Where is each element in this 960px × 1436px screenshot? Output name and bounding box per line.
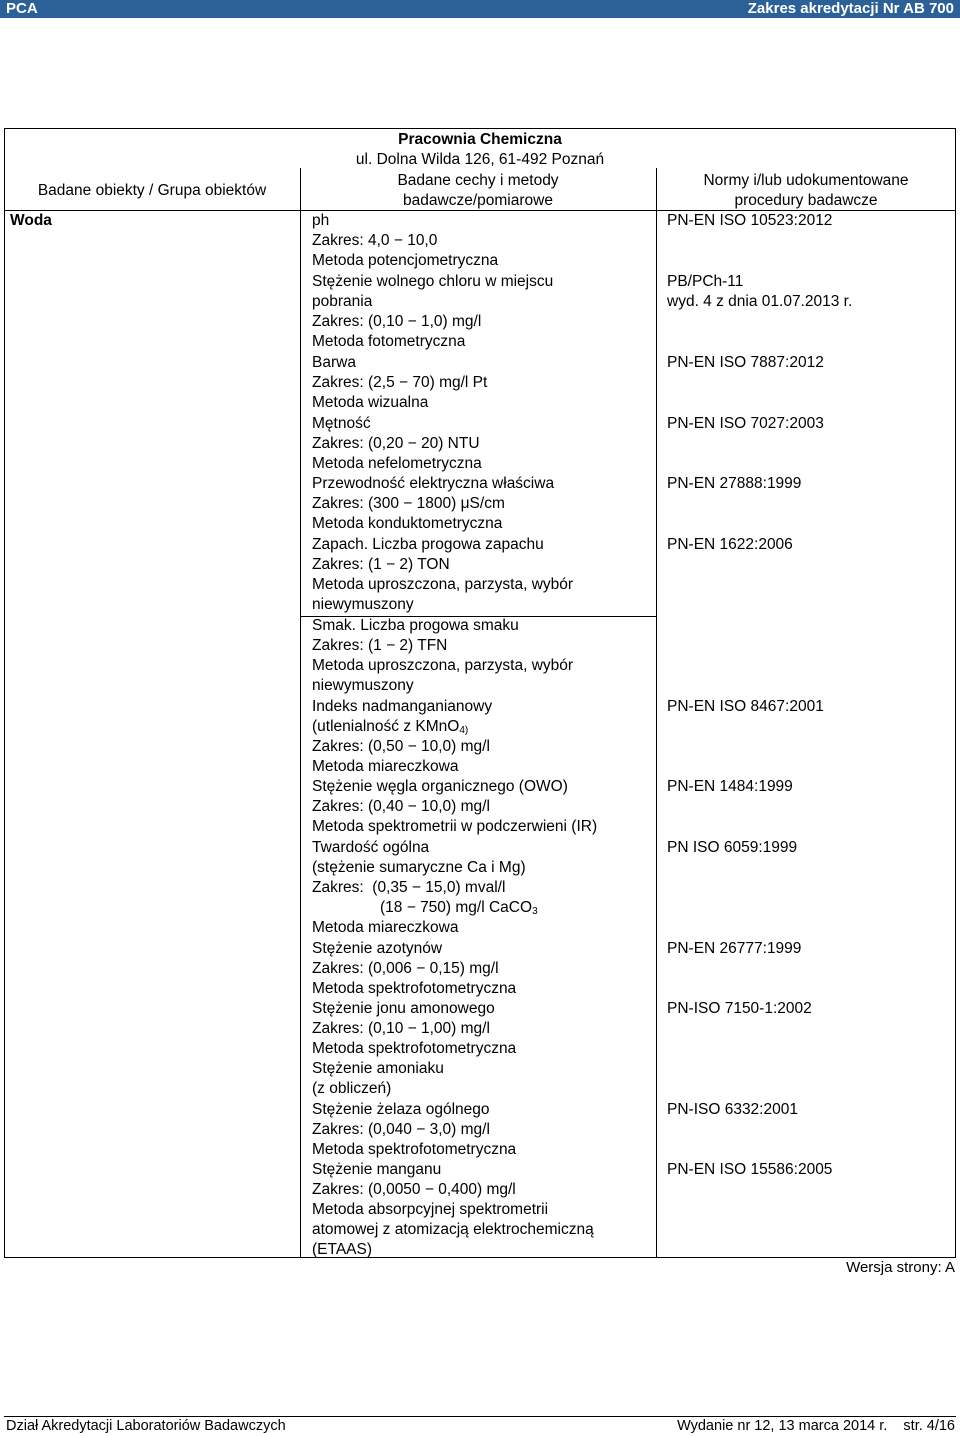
feature-range: Zakres: (0,040 − 3,0) mg/l [312,1121,490,1138]
feature-method: Metoda spektrofotometryczna [312,1040,517,1057]
norm-text: PN-EN ISO 8467:2001 [667,698,824,715]
feature-text: Stężenie węgla organicznego (OWO) [312,778,568,795]
feature-range: Zakres: (0,10 − 1,00) mg/l [312,1020,490,1037]
norm-text: PN-EN 26777:1999 [667,940,802,957]
feature-text: pobrania [312,293,373,310]
norm-text: PN-ISO 6332:2001 [667,1101,798,1118]
object-name: Woda [10,212,52,229]
col-divider-2 [656,168,657,1258]
feature-method: Metoda miareczkowa [312,919,459,936]
feature-range: Zakres: (2,5 − 70) mg/l Pt [312,374,488,391]
feature-text: Smak. Liczba progowa smaku [312,617,519,634]
lab-address: ul. Dolna Wilda 126, 61-492 Poznań [355,151,605,168]
feature-text: Mętność [312,415,371,432]
feature-text: Indeks nadmanganianowy [312,698,493,715]
feature-text: Stężenie żelaza ogólnego [312,1101,490,1118]
footer-divider [4,1416,956,1417]
col-header-features-1: Badane cechy i metody [397,172,559,189]
norm-text: PN-EN 27888:1999 [667,475,802,492]
feature-method: Metoda uproszczona, parzysta, wybór [312,657,574,674]
feature-text: (utlenialność z KMnO$_{4)}$ [312,718,469,736]
feature-text: Zapach. Liczba progowa zapachu [312,536,544,553]
feature-text: Stężenie manganu [312,1161,442,1178]
feature-method: (ETAAS) [312,1241,372,1258]
col-header-objects: Badane obiekty / Grupa obiektów [37,182,267,199]
feature-text: Przewodność elektryczna właściwa [312,475,555,492]
norm-text: PN-EN 1622:2006 [667,536,793,553]
header-right: Zakres akredytacji Nr AB 700 [747,0,954,17]
feature-method: Metoda potencjometryczna [312,252,499,269]
norm-text: PN-EN ISO 15586:2005 [667,1161,833,1178]
norm-text: PN-EN ISO 7027:2003 [667,415,824,432]
norm-text: PN-EN 1484:1999 [667,778,793,795]
norm-text: PN-EN ISO 10523:2012 [667,212,833,229]
footer-left: Dział Akredytacji Laboratoriów Badawczych [6,1418,286,1434]
feature-method: niewymuszony [312,677,414,694]
page-version: Wersja strony: A [846,1259,955,1276]
feature-range: Zakres: (300 − 1800) μS/cm [312,495,505,512]
feature-method: Metoda uproszczona, parzysta, wybór [312,576,574,593]
feature-method: niewymuszony [312,596,414,613]
feature-method: Metoda absorpcyjnej spektrometrii [312,1201,549,1218]
feature-text: ph [312,212,330,229]
feature-range: Zakres: 4,0 − 10,0 [312,232,438,249]
norm-text: PN-ISO 7150-1:2002 [667,1000,812,1017]
feature-range: Zakres: (0,50 − 10,0) mg/l [312,738,490,755]
feature-method: Metoda nefelometryczna [312,455,482,472]
col-divider-1 [300,168,301,1258]
feature-text: Stężenie amoniaku [312,1060,444,1077]
feature-range: Zakres: (0,20 − 20) NTU [312,435,480,452]
feature-text: Stężenie jonu amonowego [312,1000,495,1017]
feature-text: Stężenie azotynów [312,940,443,957]
feature-text: Stężenie wolnego chloru w miejscu [312,273,554,290]
feature-range: Zakres: (0,006 − 0,15) mg/l [312,960,499,977]
feature-method: atomowej z atomizacją elektrochemiczną [312,1221,594,1238]
col-header-features-2: badawcze/pomiarowe [403,192,553,209]
feature-range: Zakres: (1 − 2) TFN [312,637,448,654]
norm-text: PN ISO 6059:1999 [667,839,798,856]
feature-method: Metoda wizualna [312,394,429,411]
col-header-norms-1: Normy i/lub udokumentowane [703,172,909,189]
feature-text: (stężenie sumaryczne Ca i Mg) [312,859,526,876]
norm-text: wyd. 4 z dnia 01.07.2013 r. [667,293,853,310]
feature-method: Metoda fotometryczna [312,333,466,350]
feature-method: Metoda konduktometryczna [312,515,503,532]
top-header-bar [0,0,960,18]
feature-range: Zakres: (0,10 − 1,0) mg/l [312,313,482,330]
feature-range: (18 − 750) mg/l CaCO$_3$ [380,899,538,917]
feature-text: (z obliczeń) [312,1080,392,1097]
header-left: PCA [6,0,38,17]
feature-method: Metoda spektrofotometryczna [312,1141,517,1158]
norm-text: PN-EN ISO 7887:2012 [667,354,824,371]
feature-range: Zakres: (0,40 − 10,0) mg/l [312,798,490,815]
feature-text: Twardość ogólna [312,839,430,856]
feature-method: Metoda spektrometrii w podczerwieni (IR) [312,818,598,835]
feature-range: Zakres: (1 − 2) TON [312,556,450,573]
feature-range: Zakres: (0,35 − 15,0) mval/l [312,879,506,896]
feature-method: Metoda spektrofotometryczna [312,980,517,997]
feature-method: Metoda miareczkowa [312,758,459,775]
norm-text: PB/PCh-11 [667,273,744,290]
lab-name: Pracownia Chemiczna [398,131,562,148]
footer-right: Wydanie nr 12, 13 marca 2014 r. str. 4/16 [677,1418,955,1434]
col-header-norms-2: procedury badawcze [734,192,878,209]
feature-text: Barwa [312,354,356,371]
feature-range: Zakres: (0,0050 − 0,400) mg/l [312,1181,516,1198]
